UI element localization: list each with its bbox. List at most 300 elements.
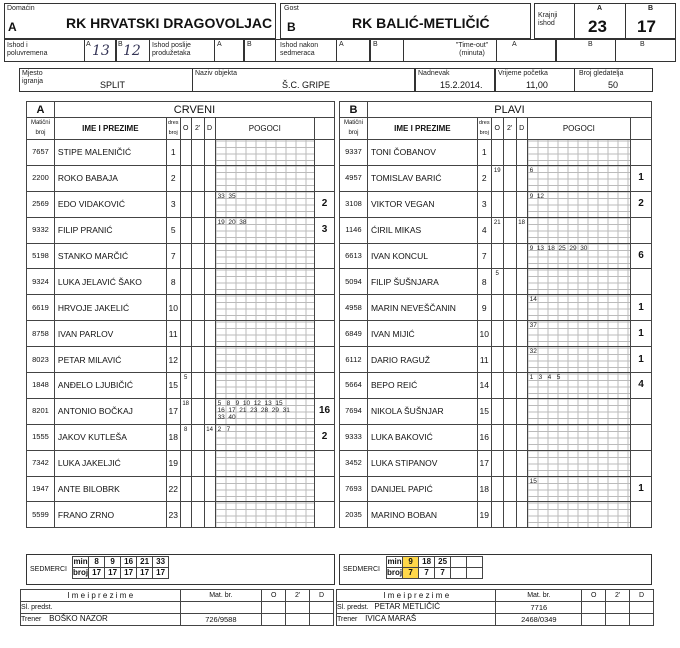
player-name: TOMISLAV BARIĆ [367,165,477,191]
player-disq [516,295,527,321]
player-row [340,140,652,166]
team-a-table [26,101,335,528]
player-number: 10 [166,295,180,321]
gledatelji-label: Broj gledatelja [579,70,624,77]
player-number: 16 [477,424,491,450]
col-pogoci: POGOCI [527,118,630,140]
player-goals [215,165,314,191]
player-suspension [503,295,516,321]
player-disq [516,450,527,476]
player-total: 2 [315,191,335,217]
player-reg: 7694 [340,398,368,424]
player-disq [204,321,215,347]
player-reg: 6849 [340,321,368,347]
player-row [27,476,335,502]
sed-broj-value: 17 [137,568,153,579]
score-b-value: 17 [637,17,656,36]
guest-letter: B [287,20,296,34]
player-number: 12 [166,347,180,373]
player-reg: 1146 [340,217,368,243]
timeout-a-cell [496,39,556,62]
player-total [315,321,335,347]
sed-min-value: 8 [89,557,105,568]
player-disq [204,295,215,321]
player-goals [527,502,630,528]
player-warning: 8 [180,424,191,450]
player-disq: 18 [516,217,527,243]
sed-broj-row [387,568,483,579]
player-goals [527,269,630,295]
player-row [340,217,652,243]
player-total [631,424,652,450]
player-suspension [191,424,204,450]
sed-broj-row [73,568,169,579]
player-warning [180,502,191,528]
player-total: 1 [631,165,652,191]
goal-minutes: 1 3 4 5 [529,374,561,382]
staff-trener-cell [337,614,496,626]
staff-hdr-d: D [630,590,654,602]
staff-hdr-name: I m e i p r e z i m e [21,590,181,602]
player-row [27,424,335,450]
score-b-letter: B [648,5,654,12]
player-reg: 9332 [27,217,55,243]
player-total [315,450,335,476]
staff-trener-label: Trener [337,616,358,623]
player-name: MARINO BOBAN [367,502,477,528]
player-number: 15 [166,373,180,399]
goal-minutes: 6 [529,166,534,174]
player-reg: 6112 [340,347,368,373]
sed-broj-value: 17 [121,568,137,579]
player-warning [491,295,503,321]
player-number: 7 [166,243,180,269]
col-o: O [180,118,191,140]
sed-min-label: min [387,557,402,566]
player-row [340,269,652,295]
sed-broj-value: 7 [419,568,435,579]
player-name: BEPO REIĆ [367,373,477,399]
timeout-label: "Time-out" (minuta) [455,42,489,57]
player-reg: 7342 [27,450,55,476]
goal-minutes: 32 [529,348,537,356]
player-suspension [503,217,516,243]
player-number: 1 [166,140,180,166]
player-total [631,217,652,243]
posl-a-letter: A [217,41,222,48]
player-row [340,450,652,476]
player-reg: 1555 [27,424,55,450]
staff-trener-mat: 726/9588 [180,614,262,626]
player-row [27,140,335,166]
player-goals [527,424,630,450]
goal-minutes: 5 8 9 10 12 13 15 16 17 21 23 28 29 31 33 40 [217,399,290,421]
player-suspension [191,347,204,373]
player-row [27,243,335,269]
staff-hdr-name: I m e i p r e z i m e [337,590,496,602]
player-name: FILIP PRANIĆ [54,217,166,243]
staff-cell [286,614,310,626]
player-suspension [191,140,204,166]
player-goals [215,502,314,528]
player-row [340,424,652,450]
player-suspension [503,450,516,476]
player-reg: 8758 [27,321,55,347]
sed-min-value [451,557,467,568]
mjesto-label: Mjesto igranja [22,70,44,85]
player-number: 5 [166,217,180,243]
sed-a-letter: A [339,41,344,48]
player-number: 8 [477,269,491,295]
vrijeme-label: Vrijeme početka [498,70,548,77]
goal-minutes: 19 20 38 [217,218,247,226]
player-goals [215,217,314,243]
player-reg: 5198 [27,243,55,269]
player-total [315,502,335,528]
player-reg: 2035 [340,502,368,528]
team-a-sed-table [72,556,169,579]
staff-cell [606,614,630,626]
player-disq [204,140,215,166]
home-letter: A [8,20,17,34]
player-disq [516,140,527,166]
player-name: PETAR MILAVIĆ [54,347,166,373]
player-warning [180,269,191,295]
player-suspension [503,140,516,166]
player-disq [204,398,215,424]
player-disq [204,165,215,191]
player-disq [204,347,215,373]
col-d: D [516,118,527,140]
player-number: 3 [166,191,180,217]
player-goals [215,347,314,373]
player-warning: 21 [491,217,503,243]
player-number: 15 [477,398,491,424]
player-name: ANTE BILOBRK [54,476,166,502]
player-total: 1 [631,295,652,321]
player-warning: 5 [491,269,503,295]
staff-cell [582,602,606,614]
player-name: TONI ČOBANOV [367,140,477,166]
player-goals [215,243,314,269]
player-goals [215,398,314,424]
col-dres: dres broj [477,118,491,140]
player-number: 9 [477,295,491,321]
player-disq [204,476,215,502]
team-b-table [339,101,652,528]
player-row [340,243,652,269]
player-disq [516,243,527,269]
player-warning [491,243,503,269]
ishod-label: Ishod i poluvremena [7,42,48,57]
player-reg: 6613 [340,243,368,269]
staff-predst-cell [21,602,181,614]
player-warning [491,398,503,424]
player-disq [516,502,527,528]
col-ime: IME I PREZIME [54,118,166,140]
player-name: STANKO MARČIĆ [54,243,166,269]
player-disq [516,476,527,502]
player-suspension [191,165,204,191]
player-goals [215,191,314,217]
player-total: 1 [631,347,652,373]
player-row [27,398,335,424]
player-reg: 1947 [27,476,55,502]
player-reg: 9333 [340,424,368,450]
player-reg: 8023 [27,347,55,373]
player-row [340,295,652,321]
player-suspension [191,217,204,243]
player-goals [527,140,630,166]
player-warning [180,321,191,347]
sed-min-row [73,557,169,568]
player-total [315,347,335,373]
objekt-value: Š.C. GRIPE [282,80,331,90]
sed-broj-value: 7 [435,568,451,579]
player-name: NIKOLA ŠUŠNJAR [367,398,477,424]
staff-predst-mat [180,602,262,614]
col-maticni: Matični broj [340,118,368,140]
player-reg: 8201 [27,398,55,424]
player-suspension [191,295,204,321]
player-reg: 5664 [340,373,368,399]
sed-min-value: 16 [121,557,137,568]
col-dres: dres broj [166,118,180,140]
player-total: 6 [631,243,652,269]
player-suspension [191,373,204,399]
player-warning [491,476,503,502]
player-row [27,191,335,217]
sed-min-value: 18 [419,557,435,568]
nadnevak-label: Nadnevak [418,70,450,77]
player-name: LUKA STIPANOV [367,450,477,476]
player-name: LUKA JELAVIĆ ŠAKO [54,269,166,295]
col-ime: IME I PREZIME [367,118,477,140]
player-disq [204,373,215,399]
player-total: 1 [631,476,652,502]
sed-min-value [467,557,483,568]
player-row [340,191,652,217]
staff-predst-mat: 7716 [496,602,582,614]
player-disq [204,217,215,243]
gledatelji-value: 50 [608,80,619,90]
goal-minutes: 2 7 [217,425,231,433]
team-b-letter: B [340,102,368,118]
team-b-sed-label: SEDMERCI [343,566,380,573]
player-row [27,321,335,347]
staff-trener: IVICA MARAŠ [365,614,417,623]
player-disq [516,165,527,191]
player-disq [516,191,527,217]
player-total [631,502,652,528]
timeout-a-letter: A [512,41,517,48]
team-a-staff [20,589,334,626]
player-number: 23 [166,502,180,528]
player-goals [527,165,630,191]
goal-minutes: 9 13 18 25 29 30 [529,244,588,252]
player-reg: 3108 [340,191,368,217]
krajnji-label: Krajnji ishod [538,12,558,27]
col-total [631,118,652,140]
player-number: 22 [166,476,180,502]
player-number: 1 [477,140,491,166]
player-disq [204,243,215,269]
player-name: FRANO ZRNO [54,502,166,528]
player-warning: 5 [180,373,191,399]
player-total [315,165,335,191]
player-total [315,269,335,295]
player-suspension [191,243,204,269]
player-total: 1 [631,321,652,347]
player-goals [527,398,630,424]
player-suspension [503,502,516,528]
goal-minutes: 14 [529,296,537,304]
sed-broj-label: broj [73,568,89,577]
team-a-sed-label: SEDMERCI [30,566,67,573]
player-suspension [503,165,516,191]
sed-min-value: 9 [105,557,121,568]
player-reg: 6619 [27,295,55,321]
player-disq [516,347,527,373]
player-number: 4 [477,217,491,243]
player-suspension [191,450,204,476]
player-total: 4 [631,373,652,399]
player-disq [516,269,527,295]
staff-hdr-two: 2' [606,590,630,602]
player-goals [527,243,630,269]
player-disq [516,373,527,399]
team-a-color: CRVENI [54,102,334,118]
staff-trener: BOŠKO NAZOR [49,614,108,623]
player-name: EDO VIDAKOVIĆ [54,191,166,217]
player-number: 19 [477,502,491,528]
player-goals [527,347,630,373]
player-number: 17 [477,450,491,476]
col-d: D [204,118,215,140]
player-goals [215,321,314,347]
sed-min-row [387,557,483,568]
player-name: HRVOJE JAKELIĆ [54,295,166,321]
staff-cell [286,602,310,614]
staff-hdr-o: O [262,590,286,602]
staff-trener-cell [21,614,181,626]
col-two: 2' [503,118,516,140]
player-warning [180,165,191,191]
staff-cell [606,602,630,614]
staff-trener-label: Trener [21,616,42,623]
player-number: 8 [166,269,180,295]
sed-broj-value: 7 [403,568,419,579]
staff-cell [262,602,286,614]
player-goals [527,373,630,399]
ishod-posl-label: Ishod poslije produžetaka [152,42,191,57]
player-warning [180,476,191,502]
player-name: ROKO BABAJA [54,165,166,191]
player-goals [527,321,630,347]
player-row [340,502,652,528]
nadnevak-value: 15.2.2014. [440,80,483,90]
goal-minutes: 37 [529,322,537,330]
player-warning: 18 [180,398,191,424]
team-b-color: PLAVI [367,102,651,118]
player-total: 2 [315,424,335,450]
player-row [27,165,335,191]
mjesto-value: SPLIT [100,80,126,90]
player-warning [180,140,191,166]
player-reg: 2200 [27,165,55,191]
staff-trener-mat: 2468/0349 [496,614,582,626]
player-name: ANTONIO BOČKAJ [54,398,166,424]
player-total [631,398,652,424]
staff-cell [310,602,334,614]
player-disq [516,424,527,450]
player-suspension [503,321,516,347]
sed-broj-value [467,568,483,579]
player-number: 3 [477,191,491,217]
player-disq [516,321,527,347]
player-reg: 9337 [340,140,368,166]
sed-broj-value: 17 [89,568,105,579]
player-warning [491,321,503,347]
player-name: IVAN PARLOV [54,321,166,347]
player-suspension [503,476,516,502]
player-warning [491,424,503,450]
player-reg: 7657 [27,140,55,166]
player-disq [204,450,215,476]
player-row [27,295,335,321]
player-total: 2 [631,191,652,217]
player-reg: 1848 [27,373,55,399]
player-name: IVAN KONCUL [367,243,477,269]
player-number: 14 [477,373,491,399]
gost-label: Gost [284,5,299,12]
player-reg: 9324 [27,269,55,295]
player-name: LUKA JAKELJIĆ [54,450,166,476]
player-row [27,502,335,528]
player-suspension [191,398,204,424]
player-total: 3 [315,217,335,243]
player-name: LUKA BAKOVIĆ [367,424,477,450]
player-warning [491,140,503,166]
player-reg: 4958 [340,295,368,321]
sed-min-label: min [73,557,88,566]
player-number: 19 [166,450,180,476]
col-o: O [491,118,503,140]
player-row [340,373,652,399]
player-name: VIKTOR VEGAN [367,191,477,217]
player-disq [204,269,215,295]
sed-broj-value [451,568,467,579]
player-row [340,165,652,191]
goal-minutes: 15 [529,477,537,485]
vrijeme-value: 11,00 [526,80,548,90]
team-b-staff [336,589,654,626]
player-number: 10 [477,321,491,347]
player-reg: 4957 [340,165,368,191]
player-reg: 5599 [27,502,55,528]
player-total [315,243,335,269]
goal-minutes: 9 12 [529,192,545,200]
player-disq: 14 [204,424,215,450]
sed-min-value: 25 [435,557,451,568]
player-goals [527,191,630,217]
player-row [27,269,335,295]
player-suspension [191,269,204,295]
player-goals [527,295,630,321]
player-goals [527,217,630,243]
player-warning [180,217,191,243]
player-suspension [503,269,516,295]
